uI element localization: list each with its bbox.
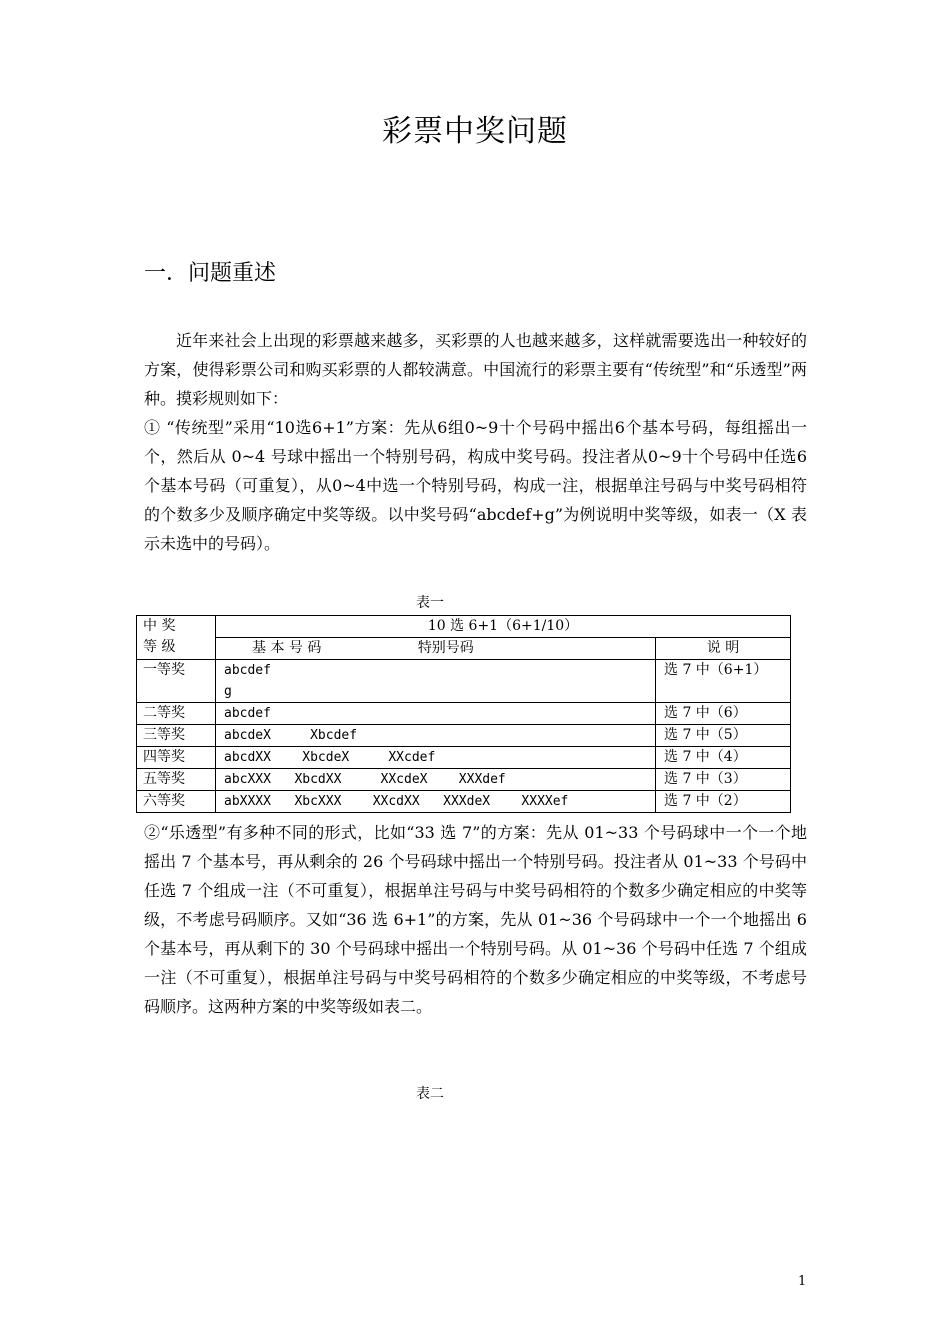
table-row [137, 703, 791, 725]
row-level: 一等奖 [137, 660, 216, 703]
table-row [137, 660, 791, 703]
row-numbers: abcdeX Xbcdef [216, 725, 656, 747]
document-title: 彩票中奖问题 [382, 114, 568, 149]
table-row [137, 791, 791, 813]
row-numbers: abcdXX XbcdeX XXcdef [216, 747, 656, 769]
page-number: 1 [798, 1274, 807, 1289]
section-heading: 一．问题重述 [144, 261, 277, 286]
table2-caption: 表二 [416, 1086, 444, 1102]
row-note: 选 7 中（2） [656, 791, 791, 813]
table1-caption: 表一 [416, 595, 444, 611]
row-note: 选 7 中（6） [656, 703, 791, 725]
row-level: 六等奖 [137, 791, 216, 813]
row-numbers: abcdef [216, 703, 656, 725]
row-note: 选 7 中（3） [656, 769, 791, 791]
header-numbers [216, 638, 656, 660]
header-basic: 基 本 号 码 [252, 640, 322, 656]
intro-paragraph [144, 326, 807, 558]
header-note: 说 明 [656, 638, 791, 660]
intro-text: 近年来社会上出现的彩票越来越多，买彩票的人也越来越多，这样就需要选出一种较好的方案，使得彩票公司和购买彩票的人都较满意。中国流行的彩票主要有“传统型”和“乐透型”两种。摸彩规则如下： [144, 331, 807, 408]
table-row [137, 747, 791, 769]
row-level: 二等奖 [137, 703, 216, 725]
rule2-text: ②“乐透型”有多种不同的形式，比如“33 选 7”的方案：先从 01~33 个号码球中一个一个地摇出 7 个基本号，再从剩余的 26 个号码球中摇出一个特别号码。投注者从 01~33 个号码中任选 7 个组成一注（不可重复），根据单注号码与中奖号码相符的个数多少确定相应的中奖等级，不考虑号码顺序。又如“36 选 6+1”的方案，先从 01~36 个号码球中一个一个地摇出 6 个基本号，再从剩下的 30 个号码球中摇出一个特别号码。从 01~36 个号码中任选 7 个组成一注（不可重复），根据单注号码与中奖号码相符的个数多少确定相应的中奖等级，不考虑号码顺序。这两种方案的中奖等级如表二。 [144, 823, 807, 1016]
row-numbers: abXXXX XbcXXX XXcdXX XXXdeX XXXXef [216, 791, 656, 813]
row-numbers: abcdef g [216, 660, 656, 703]
table-row [137, 725, 791, 747]
row-level: 五等奖 [137, 769, 216, 791]
header-special: 特别号码 [417, 640, 474, 656]
prize-table [136, 615, 791, 813]
header-level [137, 616, 216, 660]
row-level: 四等奖 [137, 747, 216, 769]
rule1-text: ① “传统型”采用“10选6+1”方案：先从6组0~9十个号码中摇出6个基本号码，每组摇出一个，然后从 0~4 号球中摇出一个特别号码，构成中奖号码。投注者从0~9十个号码中任选6个基本号码（可重复），从0~4中选一个特别号码，构成一注，根据单注号码与中奖号码相符的个数多少及顺序确定中奖等级。以中奖号码“abcdef+g”为例说明中奖等级，如表一（X 表示未选中的号码）。 [144, 418, 807, 553]
header-level-line1: 中 奖 [143, 618, 176, 634]
table-header-row [137, 616, 791, 638]
row-note: 选 7 中（5） [656, 725, 791, 747]
table-row [137, 769, 791, 791]
row-level: 三等奖 [137, 725, 216, 747]
header-scheme: 10 选 6+1（6+1/10） [216, 616, 791, 638]
lotto-paragraph [144, 818, 807, 1021]
table-subheader-row [137, 638, 791, 660]
header-level-line2: 等 级 [143, 639, 176, 655]
row-note: 选 7 中（4） [656, 747, 791, 769]
row-note: 选 7 中（6+1） [656, 660, 791, 703]
row-numbers: abcXXX XbcdXX XXcdeX XXXdef [216, 769, 656, 791]
